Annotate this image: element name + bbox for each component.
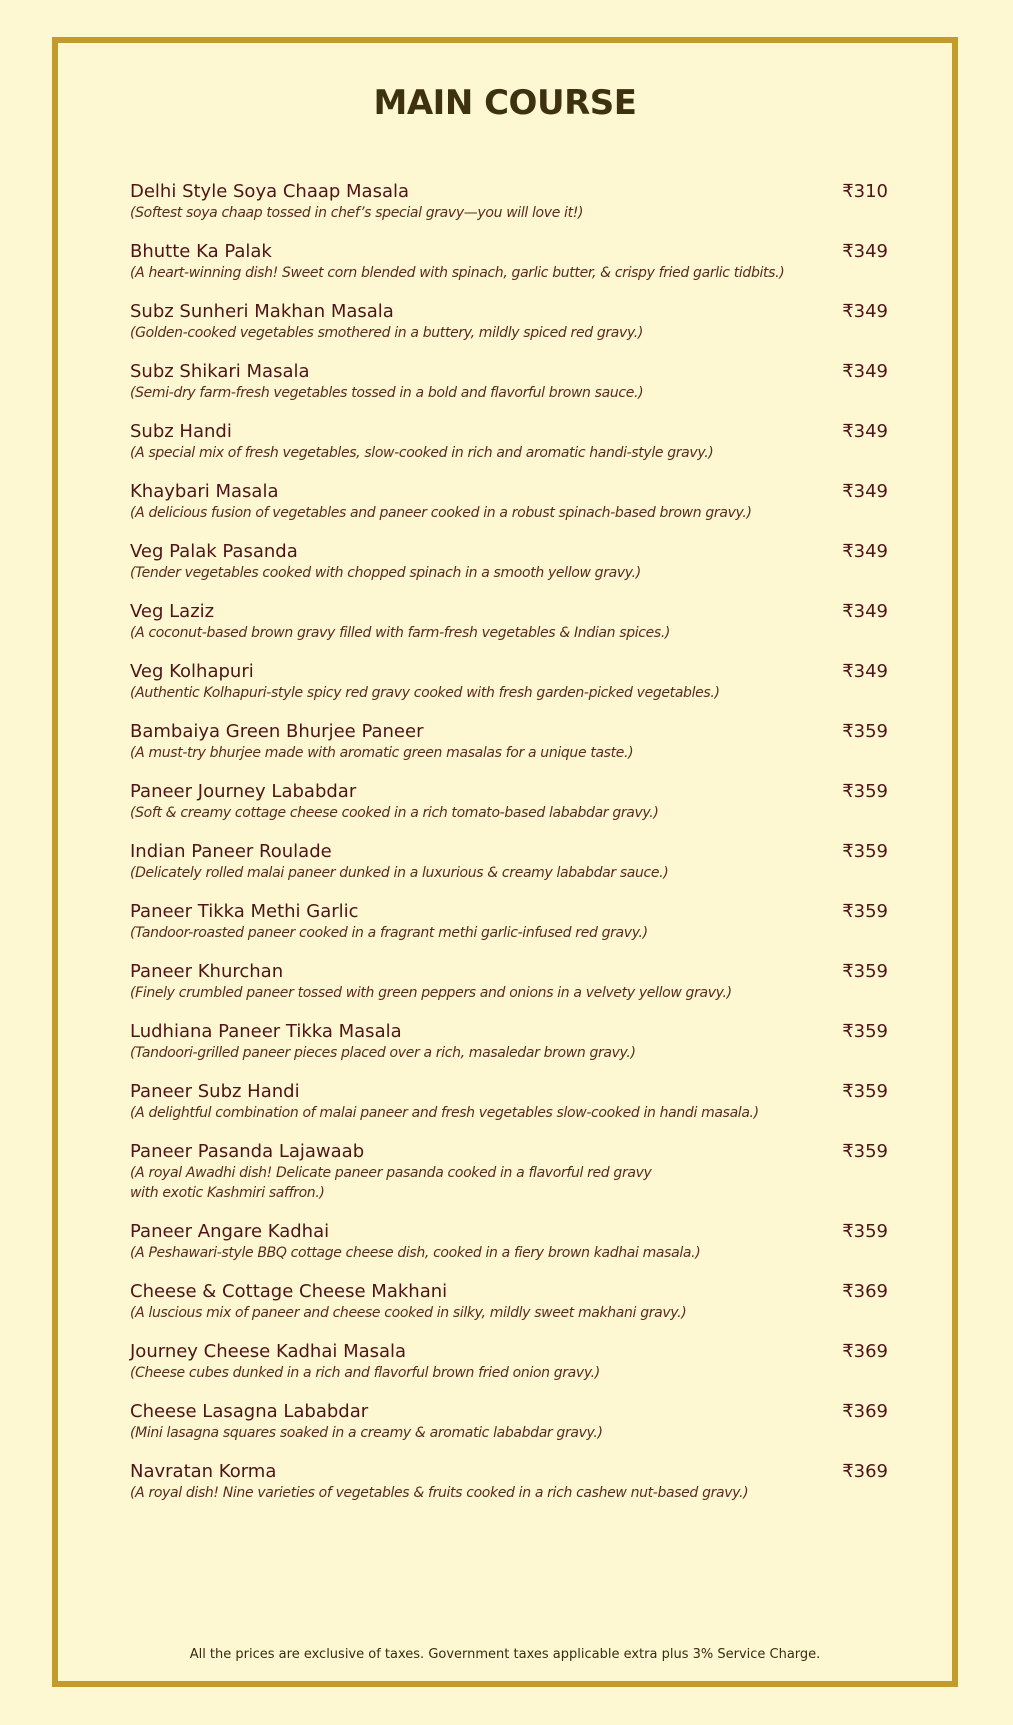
menu-list xyxy=(130,181,888,1521)
page-title: MAIN COURSE xyxy=(373,83,637,123)
dish-name: Veg Palak Pasanda xyxy=(130,541,298,562)
menu-item xyxy=(130,841,888,901)
menu-item xyxy=(130,1141,888,1221)
dish-price: ₹359 xyxy=(842,721,888,742)
menu-item xyxy=(130,961,888,1021)
dish-price: ₹359 xyxy=(842,841,888,862)
dish-description: (A luscious mix of paneer and cheese cooked in silky, mildly sweet makhani gravy.) xyxy=(130,1305,687,1321)
dish-description: (Finely crumbled paneer tossed with green peppers and onions in a velvety yellow gravy.) xyxy=(130,985,732,1001)
dish-price: ₹359 xyxy=(842,1081,888,1102)
dish-price: ₹369 xyxy=(842,1281,888,1302)
dish-price: ₹349 xyxy=(842,301,888,322)
menu-item xyxy=(130,601,888,661)
dish-description: (Tandoori-grilled paneer pieces placed over a rich, masaledar brown gravy.) xyxy=(130,1045,636,1061)
menu-item xyxy=(130,1081,888,1141)
menu-item xyxy=(130,481,888,541)
dish-description: (Cheese cubes dunked in a rich and flavorful brown fried onion gravy.) xyxy=(130,1365,600,1381)
dish-name: Journey Cheese Kadhai Masala xyxy=(130,1341,407,1362)
dish-name: Cheese & Cottage Cheese Makhani xyxy=(130,1281,448,1302)
dish-description: (A royal dish! Nine varieties of vegetables & fruits cooked in a rich cashew nut-based gravy.) xyxy=(130,1485,749,1501)
dish-description: (Semi-dry farm-fresh vegetables tossed in a bold and flavorful brown sauce.) xyxy=(130,385,644,401)
dish-description: (A Peshawari-style BBQ cottage cheese dish, cooked in a fiery brown kadhai masala.) xyxy=(130,1245,701,1261)
dish-description: (A heart-winning dish! Sweet corn blended with spinach, garlic butter, & crispy fried garlic tidbits.) xyxy=(130,265,785,281)
menu-item xyxy=(130,181,888,241)
dish-description: (Soft & creamy cottage cheese cooked in a rich tomato-based lababdar gravy.) xyxy=(130,805,659,821)
dish-name: Paneer Angare Kadhai xyxy=(130,1221,330,1242)
menu-item xyxy=(130,541,888,601)
dish-price: ₹349 xyxy=(842,241,888,262)
menu-item xyxy=(130,1021,888,1081)
dish-name: Bhutte Ka Palak xyxy=(130,241,272,262)
dish-price: ₹359 xyxy=(842,901,888,922)
dish-description: (Tender vegetables cooked with chopped spinach in a smooth yellow gravy.) xyxy=(130,565,641,581)
dish-name: Paneer Subz Handi xyxy=(130,1081,300,1102)
dish-description: (Softest soya chaap tossed in chef’s special gravy—you will love it!) xyxy=(130,205,584,221)
dish-price: ₹349 xyxy=(842,361,888,382)
dish-description: (Authentic Kolhapuri-style spicy red gravy cooked with fresh garden-picked vegetables.) xyxy=(130,685,720,701)
dish-description: (A special mix of fresh vegetables, slow-cooked in rich and aromatic handi-style gravy.) xyxy=(130,445,714,461)
dish-name: Delhi Style Soya Chaap Masala xyxy=(130,181,410,202)
dish-price: ₹349 xyxy=(842,601,888,622)
menu-item xyxy=(130,901,888,961)
dish-description: (A delightful combination of malai paneer and fresh vegetables slow-cooked in handi masala.) xyxy=(130,1105,759,1121)
dish-price: ₹359 xyxy=(842,1021,888,1042)
dish-name: Bambaiya Green Bhurjee Paneer xyxy=(130,721,424,742)
dish-name: Subz Sunheri Makhan Masala xyxy=(130,301,394,322)
dish-description: (Mini lasagna squares soaked in a creamy & aromatic lababdar gravy.) xyxy=(130,1425,603,1441)
menu-item xyxy=(130,421,888,481)
dish-name: Paneer Khurchan xyxy=(130,961,284,982)
menu-item xyxy=(130,1461,888,1521)
dish-price: ₹369 xyxy=(842,1461,888,1482)
dish-name: Subz Shikari Masala xyxy=(130,361,310,382)
dish-price: ₹349 xyxy=(842,421,888,442)
menu-frame xyxy=(52,37,958,1687)
dish-name: Navratan Korma xyxy=(130,1461,277,1482)
menu-item xyxy=(130,361,888,421)
menu-item xyxy=(130,721,888,781)
dish-description: (Delicately rolled malai paneer dunked in a luxurious & creamy lababdar sauce.) xyxy=(130,865,669,881)
dish-price: ₹349 xyxy=(842,661,888,682)
menu-item xyxy=(130,1221,888,1281)
dish-name: Cheese Lasagna Lababdar xyxy=(130,1401,369,1422)
dish-price: ₹349 xyxy=(842,541,888,562)
dish-name: Paneer Pasanda Lajawaab xyxy=(130,1141,365,1162)
dish-description: (A royal Awadhi dish! Delicate paneer pasanda cooked in a flavorful red gravy with exotic Kashmiri saffron.) xyxy=(130,1165,652,1201)
dish-description: (A delicious fusion of vegetables and paneer cooked in a robust spinach-based brown gravy.) xyxy=(130,505,752,521)
menu-item xyxy=(130,241,888,301)
dish-price: ₹359 xyxy=(842,1221,888,1242)
dish-description: (Tandoor-roasted paneer cooked in a fragrant methi garlic-infused red gravy.) xyxy=(130,925,648,941)
menu-item xyxy=(130,781,888,841)
dish-name: Veg Laziz xyxy=(130,601,215,622)
menu-item xyxy=(130,661,888,721)
dish-name: Paneer Journey Lababdar xyxy=(130,781,357,802)
dish-name: Khaybari Masala xyxy=(130,481,279,502)
tax-footer-note: All the prices are exclusive of taxes. Government taxes applicable extra plus 3% Service Charge. xyxy=(189,1647,821,1662)
menu-item xyxy=(130,1401,888,1461)
dish-price: ₹349 xyxy=(842,481,888,502)
dish-name: Indian Paneer Roulade xyxy=(130,841,332,862)
dish-price: ₹310 xyxy=(842,181,888,202)
dish-price: ₹359 xyxy=(842,781,888,802)
menu-item xyxy=(130,1281,888,1341)
dish-description: (A coconut-based brown gravy filled with farm-fresh vegetables & Indian spices.) xyxy=(130,625,671,641)
dish-price: ₹359 xyxy=(842,961,888,982)
dish-price: ₹369 xyxy=(842,1341,888,1362)
dish-name: Paneer Tikka Methi Garlic xyxy=(130,901,359,922)
dish-price: ₹359 xyxy=(842,1141,888,1162)
dish-description: (Golden-cooked vegetables smothered in a buttery, mildly spiced red gravy.) xyxy=(130,325,644,341)
dish-name: Subz Handi xyxy=(130,421,232,442)
dish-name: Ludhiana Paneer Tikka Masala xyxy=(130,1021,402,1042)
menu-item xyxy=(130,301,888,361)
dish-description: (A must-try bhurjee made with aromatic green masalas for a unique taste.) xyxy=(130,745,634,761)
menu-item xyxy=(130,1341,888,1401)
dish-price: ₹369 xyxy=(842,1401,888,1422)
dish-name: Veg Kolhapuri xyxy=(130,661,254,682)
